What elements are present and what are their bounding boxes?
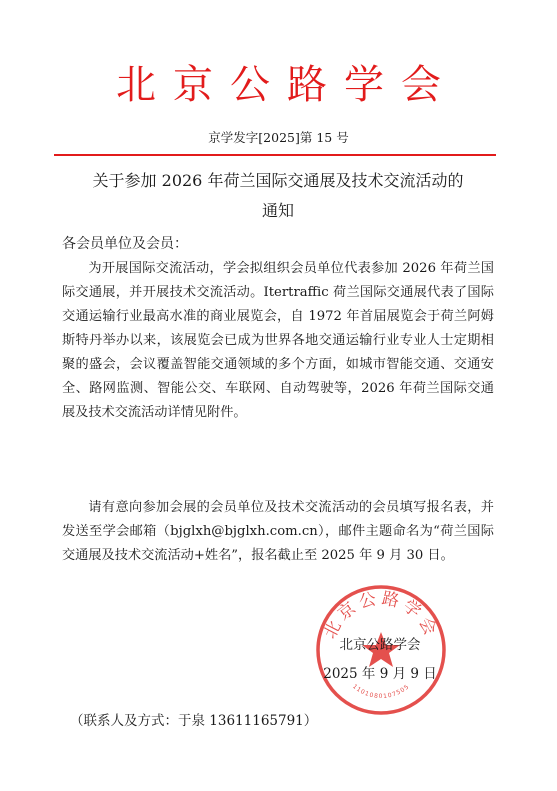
svg-text:1101080107505: 1101080107505 (351, 683, 411, 701)
signature-org: 北京公路学会 (339, 637, 421, 653)
notice-title-line-1: 关于参加 2026 年荷兰国际交通展及技术交流活动的 (92, 171, 464, 190)
notice-title (62, 166, 494, 226)
svg-text:北京公路学会: 北京公路学会 (320, 588, 442, 643)
org-title: 北京公路学会 (116, 62, 458, 108)
red-divider (54, 154, 496, 156)
document-number: 京学发字[2025]第 15 号 (208, 130, 349, 145)
notice-title-line-2: 通知 (261, 201, 294, 220)
salutation: 各会员单位及会员： (62, 236, 188, 252)
signature-date: 2025 年 9 月 9 日 (323, 666, 437, 682)
body-paragraph-2: 请有意向参加会展的会员单位及技术交流活动的会员填写报名表，并发送至学会邮箱（bjglxh@bjglxh.com.cn），邮件主题命名为“荷兰国际交通展及技术交流活动+姓名”，报名截止至 2025 年 9 月 30 日。 (62, 500, 494, 563)
body-paragraph-1: 为开展国际交流活动，学会拟组织会员单位代表参加 2026 年荷兰国际交通展，并开展技术交流活动。Itertraffic 荷兰国际交通展代表了国际交通运输行业最高水准的商业展览会，自 1972 年首届展览会于荷兰阿姆斯特丹举办以来，该展览会已成为世界各地交通运输行业专业人士定期相聚的盛会，会议覆盖智能交通领域的多个方面，如城市智能交通、交通安全、路网监测、智能公交、车联网、自动驾驶等，2026 年荷兰国际交通展及技术交流活动详情见附件。 (62, 261, 494, 420)
contact-info: （联系人及方式：于泉 13611165791） (70, 713, 318, 729)
